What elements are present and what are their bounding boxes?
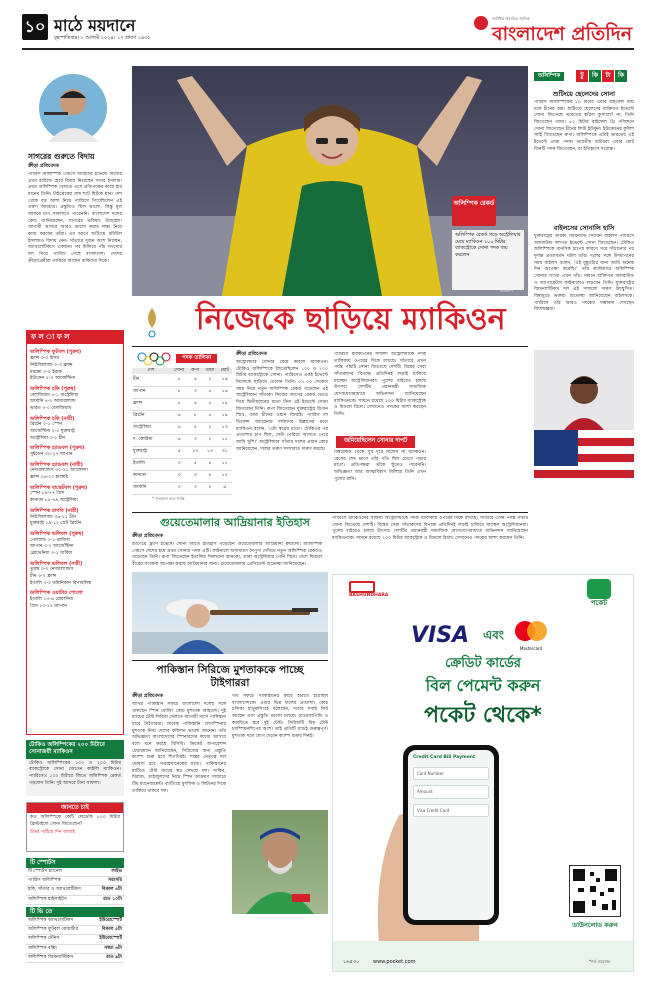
result-line: ইউক্রেন ২-০ আর্জেন্টিনা [30,376,76,382]
shooter-rule [132,512,528,513]
result-line: তুরস্ক ৩-০ নেদারল্যান্ডস [30,567,74,573]
medal-header-cell: সোনা [170,368,188,374]
quiz-footer: উত্তর পাঠিয়ে দিন আজই [30,830,75,836]
letter-tiles [576,70,628,82]
medal-cell: ইতালি [132,458,170,470]
tv-program: অলিম্পিক অ্যাথলেটিকস [28,917,73,923]
ad-footer [333,941,633,971]
medal-table-footnote: * গতকাল রাত পর্যন্ত [152,496,185,501]
medal-header-cell: রুপা [188,368,202,374]
medal-cell: ৫ [188,422,202,434]
result-line: স্পেন ৮৪-৭৭ গ্রিস [30,491,65,497]
result-line: ফ্রান্স ২৬-২৩ হাঙ্গেরি [30,475,69,481]
medal-cell: ৮ [188,410,202,422]
tv-row [26,935,124,944]
hotline: ১৬৫৩০ [343,959,360,965]
result-event: অলিম্পিক হকি (পুরুষ) [30,385,76,392]
tv-program: অলিম্পিক টেনিস [28,936,60,942]
section-title: মাঠে ময়দানে [54,16,136,35]
result-line: পোল্যান্ড ৩-১ ব্রাজিল [30,537,71,543]
medal-cell: অস্ট্রেলিয়া [132,422,170,434]
letter-tile: কি [589,70,601,82]
result-event: অলিম্পিক হ্যান্ডবল (নারী) [30,461,83,468]
medal-row [132,410,232,422]
medal-cell: ৩ [188,434,202,446]
shooter-byline: ক্রীড়া প্রতিবেদক [132,534,163,539]
medal-cell: ৩ [188,470,202,482]
main-headline: নিজেকে ছাড়িয়ে ম্যাকিওন [196,302,506,337]
medal-cell: ৩১ [217,446,232,458]
tv-channel: ইউরোস্পোর্ট [99,917,122,923]
swim-box-body: টোকিও অলিম্পিকের ১০০ ও ২০০ মিটার ব্যাকস্ট্রোকে সোনা জেতেন কাইলি ম্যাকিওন। প্যারিসেও ১০০ মিটারে জিতে অলিম্পিক রেকর্ড গড়লেন তিনি। দুই আসরে টানা সাফল্য। [29,760,121,786]
medal-cell: যুক্তরাষ্ট্র [132,446,170,458]
shooter-body: শুটিংয়ে ট্র্যাপ ইভেন্টে সোনা জিতে ইতিহাস গড়েছেন গুয়েতেমালার আদ্রিয়ানা রুয়ানো। অলিম্পিক গেমসে দেশের হয়ে প্রথম সোনার পদক এটি। ফাইনালে অসাধারণ নৈপুণ্য দেখিয়ে নতুন অলিম্পিক রেকর্ডও গড়েছেন তিনি। রুপা জিতেছেন ইতালির সিলভানা স্তানকো, তামা অস্ট্রেলিয়ার পেনি স্মিথ। দেশে ফিরলে বীরের সংবর্ধনা অপেক্ষা করছে আদ্রিয়ানার জন্য। গুয়েতেমালার প্রেসিডেন্ট শুভেচ্ছা জানিয়েছেন। [132,542,322,567]
cricket-headline: পাকিস্তান সিরিজে মুশতাককে পাচ্ছে টাইগাররা [156,664,304,690]
medal-cell: ৩ [188,386,202,398]
tv-channel: সন্ধ্যা ৬টা [104,945,122,951]
quiz-title: জানতে চাই [27,803,123,813]
medal-cell: ১৩ [217,422,232,434]
result-line: আর্জেন্টিনা ২-০ যুক্তরাষ্ট্র [30,428,75,434]
ad-sponsor-mark [349,581,375,593]
shooter-body-cont: প্যারিসে ম্যাকিওনের সাফল্য অস্ট্রেলিয়াকে পদক তালিকায় ওপরের দিকে রাখছে। সাঁতারে এখন পর্যন্ত পাঁচটি সোনা জিতেছে দেশটি। বিশ্বের সেরা সাঁতারুদের বিপক্ষে প্রতিদিনই লড়াই চালিয়ে যাচ্ছেন অস্ট্রেলিয়ানরা। পুলের বাইরেও চলছে উৎসব। দেশটির প্রধানমন্ত্রী সামাজিক যোগাযোগমাধ্যমে অভিনন্দন জানিয়েছেন ম্যাকিওনকে। সামনে রয়েছে ২০০ মিটার ব্যাকস্ট্রোক ও মিডলে রিলে। সেখানেও পদকের আশা করছেন তিনি। [332,516,528,541]
cricket-byline: ক্রীড়া প্রতিবেদক [132,694,163,699]
medal-row [132,458,232,470]
website: www.pocket.com [373,959,416,965]
medal-cell: ৬ [170,410,188,422]
hero-caption [452,230,524,290]
phone-field: Card Number [413,767,489,780]
medal-row [132,422,232,434]
result-line: বেলজিয়াম ২-১ অস্ট্রেলিয়া [30,392,79,398]
medal-cell: ৩ [170,470,188,482]
result-line: স্লোভেনিয়া ৩-১ সার্বিয়া [30,550,73,556]
phone-title: Credit Card Bill Payment [413,755,476,760]
ad-sponsor-name: BASHUNDHARA [349,593,389,598]
medal-row [132,446,232,458]
results-list [27,344,123,612]
medal-row [132,398,232,410]
tv-row [26,917,124,926]
mastercard-text: Mastercard [519,645,543,651]
medal-cell: ৩ [188,482,202,494]
medal-cell: ১৯ [217,398,232,410]
result-line: ভারত ৩-০ বেলজিয়াম [30,405,72,411]
result-line: অস্ট্রেলিয়া ৩-১ চীন [30,435,66,441]
download-label: ডাউনলোড করুন [572,921,618,929]
medal-cell: চীন [132,374,170,386]
record-badge [452,196,496,226]
medal-cell: ১০ [217,470,232,482]
sagar-photo [26,72,120,144]
headline-rule [132,346,528,347]
left-story-byline: ক্রীড়া প্রতিবেদক [28,164,59,169]
result-line: নেদারল্যান্ডস ৩০-২১ অ্যাঙ্গোলা [30,468,88,474]
result-line: জাপান ৩-২ আর্জেন্টিনা [30,544,74,550]
quiz-question: কত অলিম্পিকে কেটি লেডেকি ৮০০ মিটার ফ্রিস্টাইলে সোনা জিতেছেন? [30,815,120,827]
masthead-rule [22,48,634,50]
result-line: চীন ৩-০ ফ্রান্স [30,573,57,579]
biles-photo [534,350,634,502]
right-body-1: প্যারিস অলিম্পিকের ১০ মিটার এয়ার রাইফেল মিশ্র দলে চীনের জয়। শুটিংয়ে ছেলেদের ব্যক্তিগত ইভেন্টে সোনা জিতেছে ভারতের স্বপ্নিল কুসালে? না, তিনি জিতেছেন তামা। ৫০ মিটার রাইফেল থ্রি পজিশনে সোনা জিতেছেন চীনের লিউ ইউকুন। ইউক্রেনের কুলিশ সার্হি জিতেছেন রুপা। অলিম্পিকে এটাই ভারতের এই ইভেন্টে প্রথম পদক। ভারতীয় শুটাররা এবার মোট তিনটি পদক জিতেছেন, যা ইতিহাসে সর্বোচ্চ। [534,100,634,152]
swim-box [26,740,124,796]
phone-field: Amount [413,785,489,798]
tv-program: হকি, সাঁতার ও অ্যাথলেটিকস [28,887,81,893]
logo-tagline: সর্বাধিক প্রচারিত দৈনিক [492,16,530,21]
medal-cell: ব্রিটেন [132,410,170,422]
left-column [22,62,126,972]
medal-cell: ১১ [217,434,232,446]
medal-cell: ৫ [202,386,217,398]
letter-tile: টা [602,70,614,82]
result-line: নিউজিল্যান্ড ৩৬-১২ চীন [30,514,76,520]
mushtaq-photo [232,810,328,914]
tv-program: অলিম্পিক হাইলাইটস [28,896,67,902]
tv-row [26,945,124,954]
medal-cell: জার্মানি [132,482,170,494]
medal-header-cell: তামা [202,368,217,374]
ad-sponsor [349,581,388,599]
medal-cell: ৬ [170,434,188,446]
main-story [236,352,528,510]
medal-cell: জাপান [132,386,170,398]
record-badge-text: অলিম্পিক রেকর্ড [453,200,495,207]
olympic-label: অলিম্পিক [534,72,564,81]
result-line: কানাডা ৮৫-৭৯ অস্ট্রেলিয়া [30,498,78,504]
medal-cell: ২ [202,434,217,446]
medal-cell: ৬ [188,374,202,386]
left-story-title: সাগরের গুরুতে বিদায় [28,152,95,161]
result-line: ব্রিটেন ২-১ স্পেন [30,422,63,428]
ad-and: এবং [483,628,504,642]
right-body-2: যুক্তরাষ্ট্রের তারকা জিমন্যাস্ট সিমোন বাইলস প্যারিসে অলরাউন্ড দলগত ইভেন্টে সোনা জিতেছেন। টোকিও অলিম্পিকে মানসিক চাপের কারণে সরে দাঁড়ানোর পর দুর্দান্ত প্রত্যাবর্তন ঘটল তাঁর। দলের সঙ্গে উদযাপনের সময় বাইলস বলেন, 'এই মুহূর্তটার জন্য আমি অনেক দিন অপেক্ষা করেছি।' তাঁর ক্যারিয়ারে অলিম্পিক সোনার সংখ্যা এখন পাঁচ। সামনে ব্যক্তিগত অলরাউন্ড ও অ্যাপারেটাস ফাইনালেও লড়বেন তিনি। যুক্তরাষ্ট্রের জিমন্যাস্টিকস দল এই সাফল্যে দারুণ উচ্ছ্বসিত। বিশ্বজুড়ে ভক্তরা শুভেচ্ছা জানিয়েছেন বাইলসকে। প্যারিসে তাঁর আরও পদকের সম্ভাবনা দেখছেন বিশেষজ্ঞরা। [534,234,634,313]
ad-line-2: বিল পেমেন্ট করুন [425,676,541,695]
medal-cell: কানাডা [132,470,170,482]
medal-table-box [132,352,232,507]
result-event: অলিম্পিক ভলিবল (পুরুষ) [30,530,84,537]
tv-row [26,896,124,905]
tv-program: অলিম্পিক বক্সিং [28,945,58,951]
medal-cell: ২ [202,374,217,386]
phone-screen [408,750,494,920]
shooter-photo [132,572,328,654]
result-line: জার্মানি ৪-২ আয়ারল্যান্ড [30,399,76,405]
tv-channel: বিকাল ৪টা [101,887,122,893]
medal-cell: ১৩ [202,446,217,458]
result-event: অলিম্পিক হ্যান্ডবল (পুরুষ) [30,445,85,452]
medal-cell: ৮ [170,374,188,386]
tv-program: প্যারিস অলিম্পিক [28,878,61,884]
phone-fields [413,767,489,817]
result-event: অলিম্পিক বাস্কেটবল (পুরুষ) [30,484,88,491]
medal-cell: ০ [202,482,217,494]
medal-header-cell: মোট [217,368,232,374]
tv-program: অলিম্পিক ফুটবল কোয়ার্টার [28,927,79,933]
tv-row [26,877,124,886]
medal-cell: ৫ [188,458,202,470]
tv-list-2 [26,917,124,963]
main-story-body-2: প্যারিসে ম্যাকিওনের সাফল্য অস্ট্রেলিয়াকে পদক তালিকায় ওপরের দিকে রাখছে। সাঁতারে এখন পর্যন্ত পাঁচটি সোনা জিতেছে দেশটি। বিশ্বের সেরা সাঁতারুদের বিপক্ষে প্রতিদিনই লড়াই চালিয়ে যাচ্ছেন অস্ট্রেলিয়ানরা। পুলের বাইরেও চলছে উৎসব। দেশটির প্রধানমন্ত্রী সামাজিক যোগাযোগমাধ্যমে অভিনন্দন জানিয়েছেন ম্যাকিওনকে। সামনে রয়েছে ২০০ মিটার ব্যাকস্ট্রোক ও মিডলে রিলে। সেখানেও পদকের আশা করছেন তিনি। [334,352,426,417]
tv-program: টি স্পোর্টস চ্যানেল [28,869,62,875]
result-line: ইতালি ১৩-৬ রোমানিয়া [30,597,74,603]
left-story-body: প্যারিস অলিম্পিক গেমসে আরচারি ইভেন্টে নিজের প্রথম রাউন্ডে হেরে বিদায় নিয়েছেন সাগর ইসলাম। প্রথম অলিম্পিক খেলতে এসে প্রতিপক্ষের কাছে হার মানেন তিনি। টাইব্রেকের শেষ শটে ছিটকে যান। দেশ থেকে বড় আশা নিয়ে প্যারিসে গিয়েছিলেন এই তরুণ আরচার। প্রস্তুতিও ছিল ভালো, কিন্তু মূল আসরে চাপ সামলাতে পারেননি। বাংলাদেশ দলের কোচ জানিয়েছেন, সাগরের ভবিষ্যৎ উজ্জ্বল। আগামী আসরে আরও ভালো করার লক্ষ্য নিয়ে কাজ করবেন তাঁরা। এর আগে শুটিংয়ে রবিউল ইসলামও বিদায় নেন। সাঁতারে দুজন অংশ নিচ্ছেন, অ্যাথলেটিকসে একজন। সব মিলিয়ে পাঁচ সদস্যের দল নিয়ে প্যারিস গেছে বাংলাদেশ। দেশের ক্রীড়াপ্রেমীরা তাকিয়ে আছেন বাকিদের দিকে। [28,172,122,264]
page-number: ১০ [22,14,48,40]
medal-cell: ১৬ [217,374,232,386]
medal-row [132,386,232,398]
medal-cell: ৮ [170,398,188,410]
right-title-2: বাইলসের সোনালি হাসি [553,224,615,232]
cricket-rule [132,660,328,661]
tv-row [26,886,124,895]
tv-channel: রাত ১০টা [103,896,122,902]
phone-mockup [403,745,499,925]
tv-title-1: টি স্পোর্টস [26,858,124,868]
masthead [22,14,634,54]
swim-box-title: টোকিও অলিম্পিকের ২০০ মিটারে সোনাজয়ী ম্যাকিওন [26,740,124,759]
result-event: অলিম্পিক হকি (নারী) [30,415,75,422]
medal-table-title: পদক তালিকা [176,354,217,363]
mastercard-logo [513,619,549,649]
results-box [26,330,124,735]
medal-header-cell: দেশ [132,368,170,374]
main-story-byline: ক্রীড়া প্রতিবেদক [236,352,267,357]
shooter-headline: গুয়েতেমালার আদ্রিয়ানার ইতিহাস [160,516,310,529]
ad-footnote: *শর্ত প্রযোজ্য [589,959,611,964]
tv-channel: রাত ৯টা [106,954,122,960]
medal-cell: ৩ [170,482,188,494]
medal-cell: ৫ [202,410,217,422]
medal-cell: ১৩ [188,446,202,458]
qr-code [569,865,621,917]
medal-cell: ৬ [188,398,202,410]
result-event: অলিম্পিক ওয়াটার পোলো [30,590,83,597]
result-line: ইতালি ৩-০ ডমিনিকান রিপাবলিক [30,580,92,586]
logo: বাংলাদেশ প্রতিদিন [492,23,633,45]
medal-cell: ৫ [202,398,217,410]
visa-logo: VISA [411,623,470,648]
medal-cell: ৮ [170,386,188,398]
medal-cell: ১২ [217,458,232,470]
result-line: নিউজিল্যান্ড ০-৩ ফ্রান্স [30,362,73,368]
medal-cell: ৪ [202,458,217,470]
medal-cell: দ. কোরিয়া [132,434,170,446]
cricket-body-2: গত সফরে পাকিস্তানের কাছে হারতে হয়েছিল বাংলাদেশকে। এবার ভিন্ন ফলের প্রত্যাশা। কোচ চন্দিকা হাথুরুসিংহে বলেছেন, দলের সবাই ফিট আছেন এবং প্রস্তুতি ভালো চলছে। রাওয়ালপিন্ডি ও করাচিতে হবে দুই টেস্ট। সিরিজটি বিশ্ব টেস্ট চ্যাম্পিয়নশিপের অংশ। তাই প্রতিটি ম্যাচই গুরুত্বপূর্ণ। মুশতাক দলে যোগ দেবেন ক্যাম্প শুরুর দিনই। [232,694,328,739]
pocket-logo-text: পকেট [590,599,608,607]
medal-cell: ফ্রান্স [132,398,170,410]
result-line: মরক্কো ৩-০ ইরাক [30,369,62,375]
medal-cell: ৪ [202,470,217,482]
result-event: অলিম্পিক রাগবি (নারী) [30,507,79,514]
medal-row [132,470,232,482]
medal-row [132,482,232,494]
pocket-logo [579,579,619,613]
medal-row [132,374,232,386]
logo-mark [474,16,488,30]
letter-tile: কি [615,70,627,82]
ad-line-1: ক্রেডিট কার্ডের [445,656,521,671]
result-line: ফ্রান্স ৩-০ মিসর [30,356,60,362]
pocket-logo-icon [587,579,611,599]
result-event: অলিম্পিক ভলিবল (নারী) [30,560,83,567]
tv-row [26,926,124,935]
olympic-rings [136,352,172,366]
tv-channel: সরাসরি [108,878,122,884]
tv-title-2: টি ভি তে [26,907,124,917]
medal-cell: ১৬ [217,386,232,398]
hero-caption-text: অলিম্পিক রেকর্ড গড়ে অস্ট্রেলিয়ার মেয়ে ম্যাকিওন ১০০ মিটার ব্যাকস্ট্রোকে সোনা পদক জয় করলেন [455,233,521,259]
ad-line-3: পকেট থেকে* [424,703,542,728]
results-title: ফ ল া ফ ল [27,331,123,344]
ad-panel [332,574,634,972]
result-line: যুক্তরাষ্ট্র ১৯-১২ গ্রেট ব্রিটেন [30,521,82,527]
phone-field: Visa Credit Card [413,804,489,817]
letter-tile: টু [576,70,588,82]
medal-cell: ২ [202,422,217,434]
cricket-body: আসন্ন পাকিস্তান সফরে বাংলাদেশ দলের সঙ্গে থাকছেন স্পিন বোলিং কোচ মুশতাক আহমেদ। দুই ম্যাচের টেস্ট সিরিজ খেলতে আগামী মাসে পাকিস্তান যাবে টাইগাররা। সাবেক পাকিস্তানি লেগস্পিনার মুশতাক নিজ দেশের কন্ডিশন ভালো জানেন। তাঁর অভিজ্ঞতা বাংলাদেশের স্পিনারদের কাজে আসবে বলে মনে করছে বিসিবি। ক্রিকেট অপারেশন্স চেয়ারম্যান জানিয়েছেন, সিরিজের জন্য প্রস্তুতি ক্যাম্প শুরু হবে শিগগিরই। শান্তর নেতৃত্বে দল ঘোষণা হবে সপ্তাহখানেকের মধ্যে। পাকিস্তানের মাটিতে টেস্ট জয়ের স্বপ্ন দেখছে দল। সাকিব, মিরাজ, তাইজুলদের নিয়ে স্পিন আক্রমণ সাজাবে টিম ম্যানেজমেন্ট। ব্যাটিংয়ে মুশফিক ও লিটনের দিকে তাকিয়ে থাকবে দল। [132,702,226,794]
olympic-emblem [140,306,164,340]
result-line: সুইডেন ৩০-২৭ জাপান [30,452,73,457]
right-title-1: শুটিংয়ে ছেলেদের সোনা [553,90,615,98]
tv-list-1 [26,868,124,905]
medal-cell: ৫ [170,446,188,458]
tv-row [26,954,124,963]
result-line: গ্রিস ১৩-১২ জাপান [30,603,67,609]
quiz-box [26,802,124,852]
tv-channel: ইউরোস্পোর্ট [99,936,122,942]
result-event: অলিম্পিক ফুটবল (পুরুষ) [30,349,82,356]
medal-table [132,368,232,495]
medal-cell: ৩ [170,458,188,470]
date-line: বৃহস্পতিবার। ১ আগস্ট ২০২৪। ১৭ শ্রাবণ ১৪৩১ [54,35,151,41]
main-story-subhead: জমিয়েছিলেন সোনার দাপট [336,436,415,448]
medal-row [132,434,232,446]
tv-channel: বিকাল ৫টা [101,927,122,933]
main-story-body-3: বিশ্বরেকর্ড থেকে খুব দূরে ছিলেন না ম্যাকিওন। রেসের শেষ ভাগে তাঁর গতি ছিল চোখে পড়ার মতো। প্রতিপক্ষরা তাঁকে ছুঁতেও পারেননি। অভিজ্ঞতা আর আত্মবিশ্বাস মিলিয়ে তিনি এখন পুলের রানি। [334,450,426,482]
main-story-body: অস্ট্রেলিয়ার সোনার মেয়ে কাইলি ম্যাকিওন। টোকিও অলিম্পিকে জিতেছিলেন ১০০ ও ২০০ মিটার ব্যাকস্ট্রোকে সোনা। প্যারিসেও একই ইভেন্টে নিজেকে ছাড়িয়ে গেলেন তিনি। ৫৭.৩৩ সেকেন্ড সময় নিয়ে নতুন অলিম্পিক রেকর্ড গড়েছেন এই অস্ট্রেলিয়ান সাঁতারু। নিজের আগের রেকর্ড ভেঙে দিয়ে দ্বিতীয়বারের মতো টানা এই ইভেন্টে সোনা জিতলেন তিনি। রুপা জিতেছেন যুক্তরাষ্ট্রের রিগান স্মিথ, তামা চীনের ওয়ান জিয়াই। প্যারিস লা ডিফেন্স অ্যারেনায় দর্শকদের উল্লাসের মধ্যে ম্যাকিওন বলেন, 'এটা স্বপ্নের মতো। টোকিওর পর প্রত্যাশার চাপ ছিল, সেটা পেরিয়ে আসতে পেরে আমি খুশি।' অস্ট্রেলিয়ার সাঁতার দলের প্রধান কোচ জানিয়েছেন, দলের তরুণ সদস্যরাও দারুণ করছে। [236,360,328,452]
tv-row [26,868,124,877]
medal-cell: ৬ [217,482,232,494]
tv-channel: লাইভ [111,869,122,875]
hero-credit: এএফপি [500,288,513,293]
medal-cell: ৬ [170,422,188,434]
medal-cell: ১৯ [217,410,232,422]
tv-program: অলিম্পিক জিমন্যাস্টিকস [28,954,74,960]
tv-box [26,858,124,970]
